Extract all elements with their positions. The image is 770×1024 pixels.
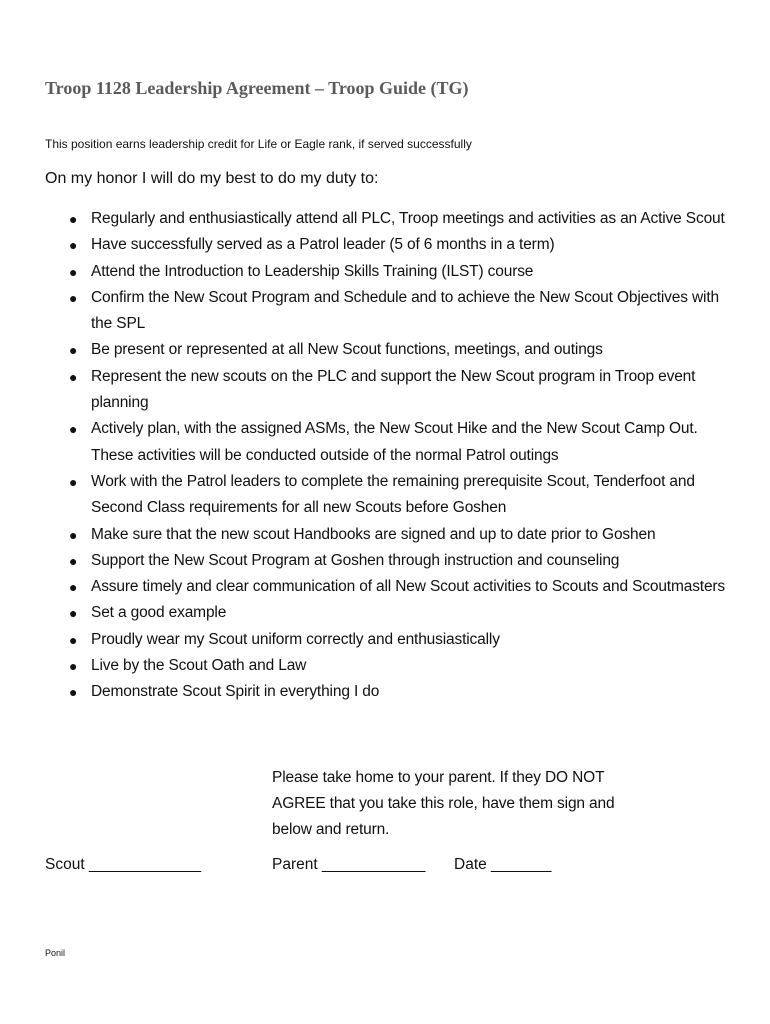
list-item-text: Work with the Patrol leaders to complete the remaining prerequisite Scout, Tenderfoot and Second Class requirements for all new Scouts before Goshen — [91, 472, 695, 517]
list-item — [0, 206, 770, 232]
list-item — [0, 548, 770, 574]
list-item — [0, 364, 770, 417]
list-item-text: Actively plan, with the assigned ASMs, the New Scout Hike and the New Scout Camp Out. These activities will be conducted outside of the normal Patrol outings — [91, 420, 698, 464]
bullet-icon: ● — [69, 211, 78, 227]
bullet-icon: ● — [69, 552, 78, 569]
list-item — [0, 232, 770, 258]
bullet-icon: ● — [69, 263, 78, 280]
bullet-icon: ● — [69, 579, 78, 596]
bullet-icon: ● — [69, 368, 78, 385]
list-item — [0, 522, 770, 548]
bullet-icon: ● — [69, 658, 78, 675]
bullet-icon: ● — [69, 342, 78, 359]
parent-signature-line: Parent ____________ — [272, 856, 426, 873]
scout-signature-line: Scout _____________ — [45, 856, 202, 873]
page-title: Troop 1128 Leadership Agreement – Troop Guide (TG) — [45, 78, 469, 98]
list-item — [0, 337, 770, 363]
list-item-text: Make sure that the new scout Handbooks are signed and up to date prior to Goshen — [91, 525, 656, 543]
list-item — [0, 627, 770, 653]
list-item-text: Attend the Introduction to Leadership Skills Training (ILST) course — [91, 262, 534, 280]
bullet-icon: ● — [69, 421, 78, 438]
list-item-text: Live by the Scout Oath and Law — [91, 657, 307, 675]
list-item — [0, 416, 770, 469]
list-item-text: Have successfully served as a Patrol leader (5 of 6 months in a term) — [91, 236, 555, 254]
bullet-icon: ● — [69, 289, 78, 306]
parent-note: Please take home to your parent. If they DO NOT AGREE that you take this role, have them sign and below and return. — [272, 769, 615, 838]
bullet-icon: ● — [69, 684, 78, 701]
list-item — [0, 469, 770, 522]
list-item-text: Assure timely and clear communication of all New Scout activities to Scouts and Scoutmasters — [91, 578, 726, 596]
date-signature-line: Date _______ — [454, 856, 552, 873]
bullet-icon: ● — [69, 237, 78, 254]
list-item — [0, 259, 770, 285]
list-item-text: Demonstrate Scout Spirit in everything I do — [91, 683, 380, 701]
list-item — [0, 679, 770, 705]
list-item-text: Regularly and enthusiastically attend all PLC, Troop meetings and activities as an Active Scout — [91, 210, 725, 227]
footer-mark: Ponil — [45, 948, 66, 958]
list-item-text: Be present or represented at all New Scout functions, meetings, and outings — [91, 341, 603, 359]
oath-intro: On my honor I will do my best to do my duty to: — [45, 170, 379, 187]
list-item-text: Represent the new scouts on the PLC and support the New Scout program in Troop event planning — [91, 367, 696, 412]
bullet-icon: ● — [69, 605, 78, 622]
credit-note: This position earns leadership credit for Life or Eagle rank, if served successfully — [45, 137, 472, 151]
list-item-text: Confirm the New Scout Program and Schedule and to achieve the New Scout Objectives with the SPL — [91, 288, 719, 333]
duties-list — [0, 206, 770, 706]
bullet-icon: ● — [69, 526, 78, 543]
list-item-text: Proudly wear my Scout uniform correctly and enthusiastically — [91, 630, 500, 648]
list-item-text: Support the New Scout Program at Goshen through instruction and counseling — [91, 551, 620, 569]
list-item-text: Set a good example — [91, 604, 227, 622]
bullet-icon: ● — [69, 473, 78, 490]
list-item — [0, 574, 770, 600]
list-item — [0, 600, 770, 626]
list-item — [0, 285, 770, 338]
list-item — [0, 653, 770, 679]
bullet-icon: ● — [69, 631, 78, 648]
